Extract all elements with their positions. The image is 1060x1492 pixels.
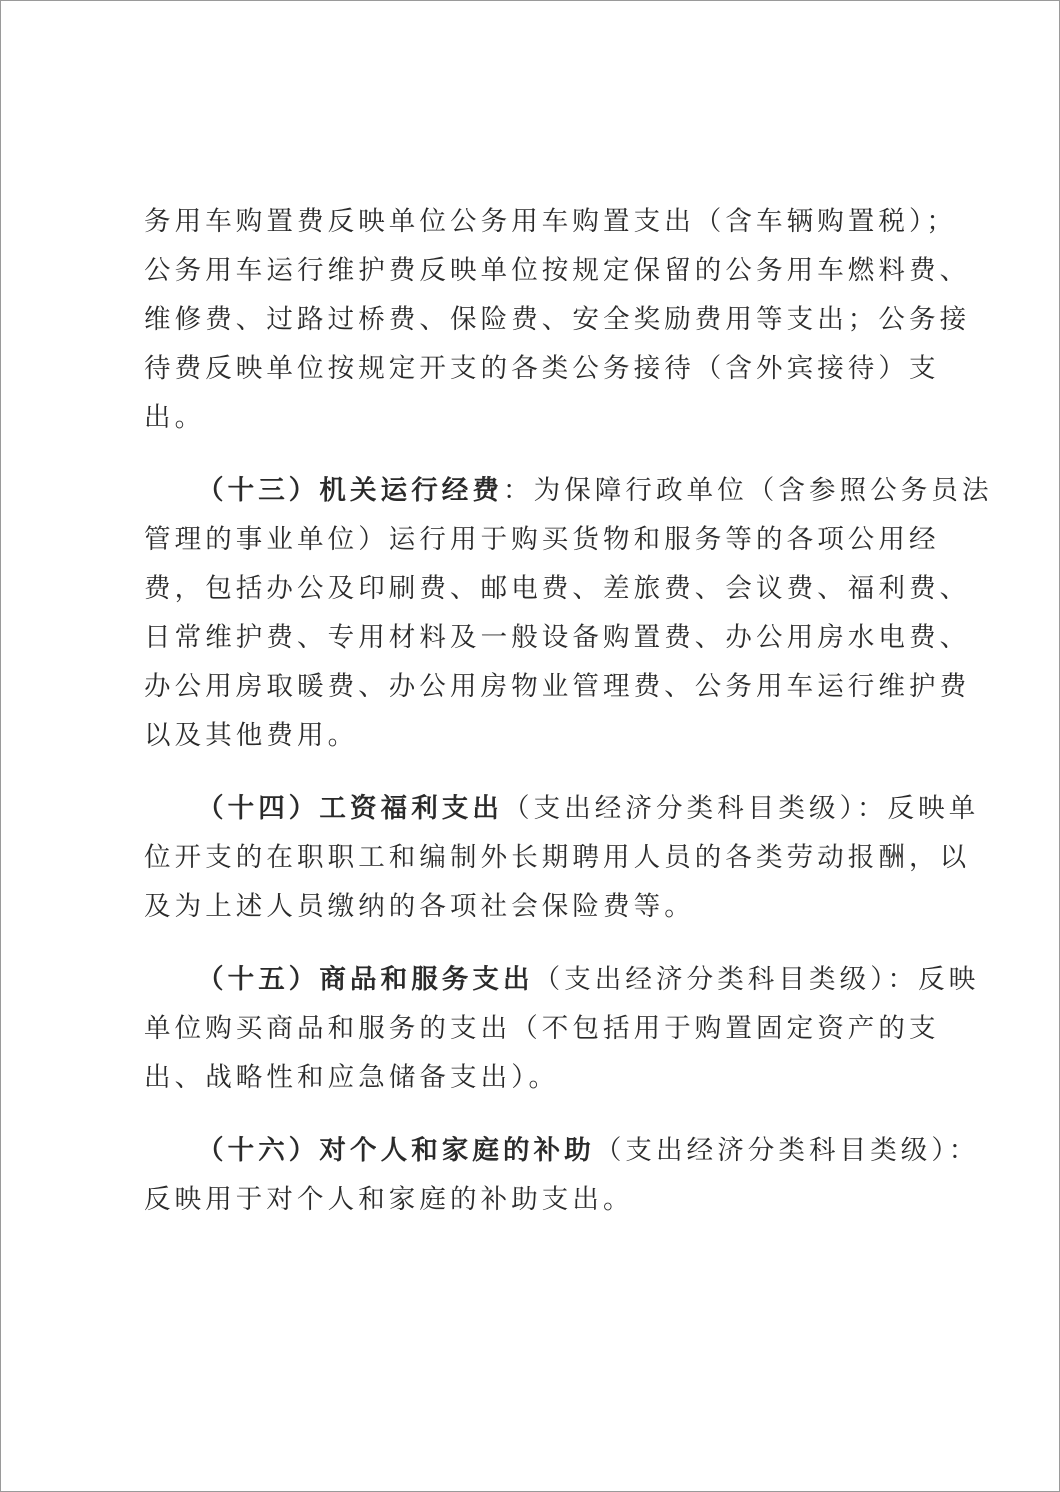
paragraph-spacer (144, 1102, 914, 1126)
section-heading: （十三）机关运行经费 (197, 475, 503, 506)
text-line: 及为上述人员缴纳的各项社会保险费等。 (144, 891, 695, 922)
document-body (144, 197, 993, 1224)
paragraph-vehicle-expenses (144, 197, 971, 442)
text-line: 位开支的在职职工和编制外长期聘用人员的各类劳动报酬，以 (144, 842, 971, 873)
text-line: 日常维护费、专用材料及一般设备购置费、办公用房水电费、 (144, 622, 971, 653)
paragraph-15-goods-services (144, 955, 980, 1102)
section-heading: （十五）商品和服务支出 (197, 964, 534, 995)
text-line: 单位购买商品和服务的支出（不包括用于购置固定资产的支 (144, 1013, 940, 1044)
paragraph-13-operating-funds (144, 466, 993, 760)
paragraph-spacer (144, 931, 914, 955)
text-run: （支出经济分类科目类级）：反映单 (503, 793, 980, 824)
text-line: 维修费、过路过桥费、保险费、安全奖励费用等支出；公务接 (144, 304, 971, 335)
section-heading: （十六）对个人和家庭的补助 (197, 1135, 595, 1166)
text-line (144, 466, 993, 515)
text-line (144, 955, 980, 1004)
text-line: 公务用车运行维护费反映单位按规定保留的公务用车燃料费、 (144, 255, 971, 286)
paragraph-16-household-subsidies (144, 1126, 980, 1224)
text-line: 以及其他费用。 (144, 720, 359, 751)
paragraph-14-wages-welfare (144, 784, 980, 931)
paragraph-spacer (144, 760, 914, 784)
text-line: 办公用房取暖费、办公用房物业管理费、公务用车运行维护费 (144, 671, 971, 702)
text-line: 反映用于对个人和家庭的补助支出。 (144, 1184, 634, 1215)
text-line (144, 1126, 980, 1175)
text-run: ：为保障行政单位（含参照公务员法 (503, 475, 993, 506)
text-line: 待费反映单位按规定开支的各类公务接待（含外宾接待）支 (144, 353, 940, 384)
paragraph-spacer (144, 442, 914, 466)
section-heading: （十四）工资福利支出 (197, 793, 503, 824)
text-line: 出。 (144, 402, 206, 433)
text-line: 出、战略性和应急储备支出）。 (144, 1062, 560, 1093)
text-line: 管理的事业单位）运行用于购买货物和服务等的各项公用经 (144, 524, 940, 555)
text-line: 务用车购置费反映单位公务用车购置支出（含车辆购置税）； (144, 206, 957, 237)
text-line (144, 784, 980, 833)
text-line: 费，包括办公及印刷费、邮电费、差旅费、会议费、福利费、 (144, 573, 971, 604)
text-run: （支出经济分类科目类级）： (594, 1135, 980, 1166)
text-run: （支出经济分类科目类级）：反映 (533, 964, 980, 995)
